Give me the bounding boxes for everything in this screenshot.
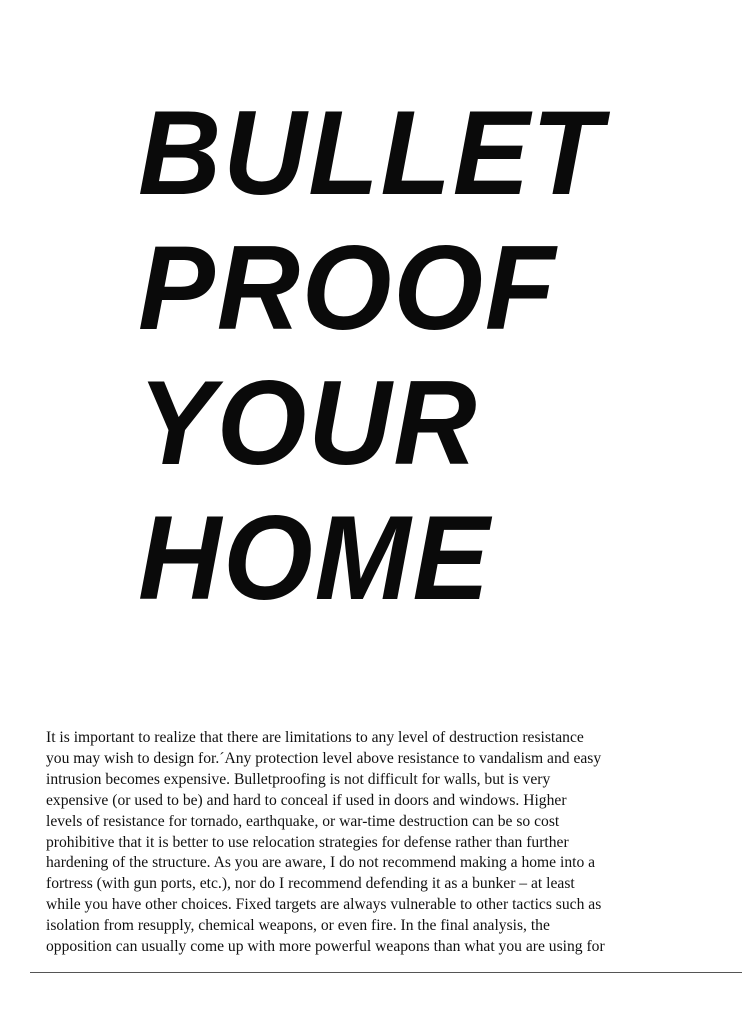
body-line-7: hardening of the structure. As you are aware, I do not recommend making a home into a <box>46 854 596 872</box>
body-line-9: while you have other choices. Fixed targets are always vulnerable to other tactics such as <box>46 896 602 914</box>
title-line-1: BULLET <box>138 86 604 220</box>
body-line-10: isolation from resupply, chemical weapons, or even fire. In the final analysis, the <box>46 917 550 935</box>
title-line-3: YOUR <box>138 356 479 490</box>
body-line-6: prohibitive that it is better to use relocation strategies for defense rather than further <box>46 833 569 851</box>
body-line-5: levels of resistance for tornado, earthquake, or war-time destruction can be so cost <box>46 812 560 830</box>
body-line-2: you may wish to design for.´Any protection level above resistance to vandalism and easy <box>46 749 602 767</box>
body-line-4: expensive (or used to be) and hard to conceal if used in doors and windows. Higher <box>46 791 567 809</box>
body-line-3: intrusion becomes expensive. Bulletproofing is not difficult for walls, but is very <box>46 770 551 788</box>
page-title <box>138 86 698 626</box>
title-line-2: PROOF <box>138 221 558 355</box>
title-line-4: HOME <box>138 491 492 625</box>
body-line-8: fortress (with gun ports, etc.), nor do I recommend defending it as a bunker – at least <box>46 875 575 893</box>
body-paragraph <box>46 728 726 958</box>
bottom-divider <box>30 972 742 973</box>
body-line-1: It is important to realize that there are limitations to any level of destruction resistance <box>46 729 584 746</box>
body-line-11: opposition can usually come up with more powerful weapons than what you are using for <box>46 938 605 956</box>
